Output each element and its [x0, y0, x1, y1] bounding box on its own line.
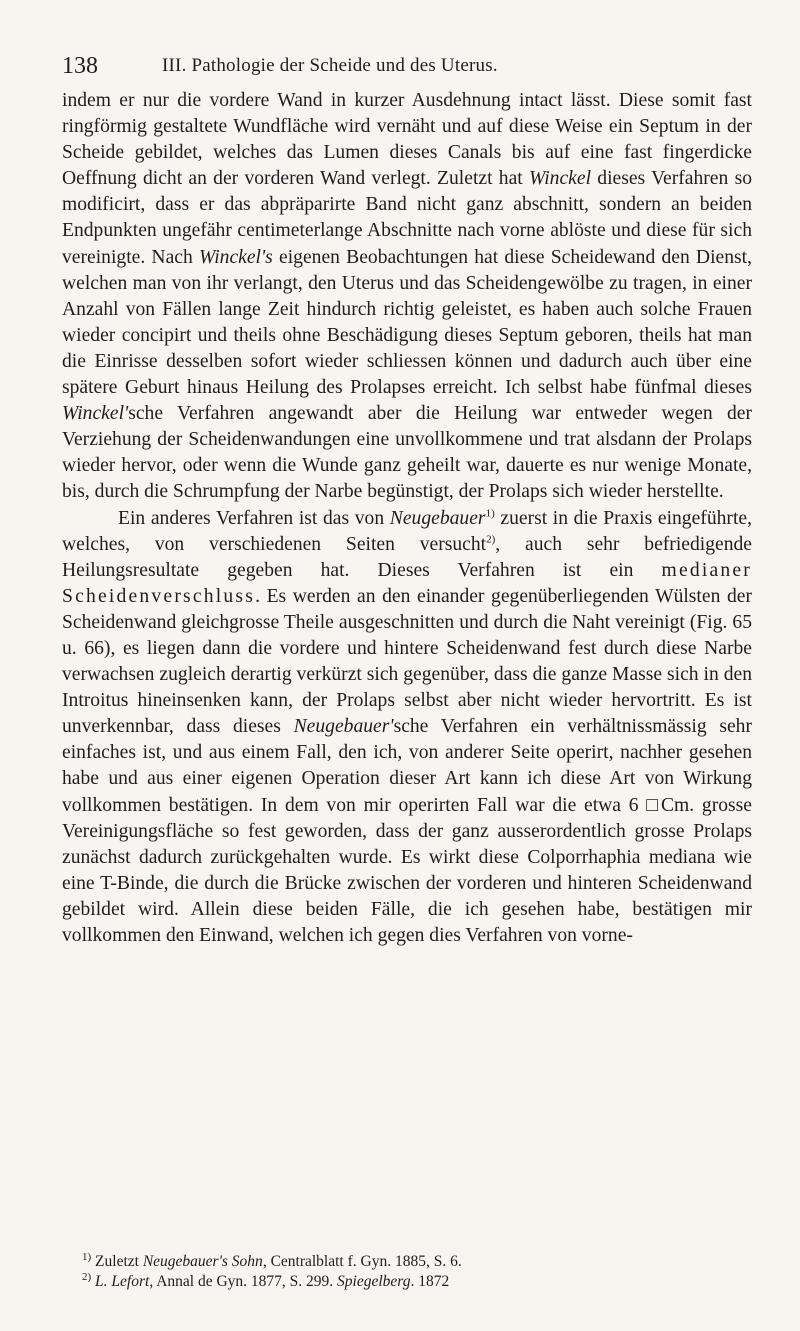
text-run: medianer Scheidenverschluss — [62, 559, 752, 607]
italic-name: L. Lefort — [95, 1273, 150, 1290]
italic-name: Winckel's — [198, 246, 273, 268]
footnote — [62, 1272, 752, 1292]
body-text — [62, 88, 752, 949]
italic-name: Neugebauer — [389, 507, 486, 529]
text-run: Zuletzt — [91, 1253, 143, 1270]
running-title: III. Pathologie der Scheide und des Uterus. — [162, 55, 498, 76]
italic-name: Spiegelberg — [337, 1273, 411, 1290]
text-run: sche Verfahren angewandt aber die Heilung war entweder wegen der Verziehung der Scheidenwandungen eine unvollkommene und trat alsdann der Prolaps wieder hervor, oder wenn die Wunde ganz geheilt war, dauerte es nur wenige Monate, bis, durch die Schrumpfung der Narbe begünstigt, der Prolaps sich wieder herstellte. — [62, 403, 752, 503]
footnote — [62, 1252, 752, 1272]
text-run: , Annal de Gyn. 1877, S. 299. — [149, 1273, 338, 1290]
text-run: sche Verfahren ein verhältnissmässig sehr einfaches ist, und aus einem Fall, den ich, von anderer Seite operirt, nachher gesehen habe und aus einer eigenen Operation dieser Art kann ich diese Art von Wirkung vollkommen bestätigen. In dem von mir operirten Fall war die etwa 6 □Cm. grosse Vereinigungsfläche so fest geworden, dass der ganz ausserordentlich grosse Prolaps zunächst dadurch zurückgehalten wurde. Es wirkt diese Colporrhaphia mediana wie eine T-Binde, die durch die Brücke zwischen der vorderen und hinteren Scheidenwand gebildet wird. Allein diese beiden Fälle, die ich gesehen habe, bestätigen mir vollkommen den Einwand, welchen ich gegen dies Verfahren von vorne- — [62, 716, 752, 946]
running-header — [62, 50, 752, 82]
paragraph — [62, 88, 752, 506]
footnote-marker: 2) — [82, 1270, 92, 1283]
paragraph — [62, 506, 752, 950]
footnote-marker: 1) — [82, 1250, 92, 1263]
footnotes — [62, 1252, 752, 1292]
footnote-marker: 1) — [485, 506, 495, 519]
text-run: . 1872 — [410, 1273, 450, 1290]
page-number: 138 — [62, 53, 98, 79]
text-run: eigenen Beobachtungen hat diese Scheidewand den Dienst, welchen man von ihr verlangt, den Uterus und das Scheidengewölbe zu tragen, in einer Anzahl von Fällen lange Zeit hindurch richtig geleistet, es haben auch solche Frauen wieder concipirt und theils ohne Beschädigung dieses Septum geboren, theils hat man die Einrisse desselben sofort wieder schliessen können und dadurch auch über eine spätere Geburt hinaus Heilung des Prolapses erreicht. Ich selbst habe fünfmal dieses — [62, 246, 752, 399]
italic-name: Winckel — [529, 168, 592, 190]
italic-name: Winckel' — [62, 403, 129, 425]
text-run: dieses Verfahren so modificirt, dass er das abpräparirte Band nicht ganz abschnitt, sondern an beiden Endpunkten ungefähr centimeterlange Abschnitte nach vorne ablöste und diese für sich vereinigte. Nach — [62, 168, 752, 268]
italic-name: Neugebauer' — [293, 716, 394, 738]
text-run: , auch sehr befriedigende Heilungsresultate gegeben hat. Dieses Verfahren ist ein — [62, 533, 752, 581]
text-run: zuerst in die Praxis eingeführte, welches, von verschiedenen Seiten versucht — [62, 507, 752, 555]
italic-name: Neugebauer's Sohn — [142, 1253, 263, 1270]
text-run: indem er nur die vordere Wand in kurzer Ausdehnung intact lässt. Diese somit fast ringförmig gestaltete Wundfläche wird vernäht und auf diese Weise ein Septum in der Scheide gebildet, welches das Lumen dieses Canals bis auf eine fast fingerdicke Oeffnung dicht an der vorderen Wand verlegt. Zuletzt hat — [62, 90, 752, 190]
footnote-marker: 2) — [486, 533, 496, 546]
text-run: . Es werden an den einander gegenüberliegenden Wülsten der Scheidenwand gleichgrosse Theile ausgeschnitten und durch die Naht vereinigt (Fig. 65 u. 66), es liegen dann die vordere und hintere Scheidenwand fest durch diese Narbe verwachsen zugleich derartig verkürzt sich gegenüber, dass die ganze Masse sich in den Introitus hineinsenken kann, der Prolaps selbst aber nicht wieder hervortritt. Es ist unverkennbar, dass dieses — [62, 585, 752, 738]
text-run: , Centralblatt f. Gyn. 1885, S. 6. — [262, 1253, 462, 1270]
text-run: Ein anderes Verfahren ist das von — [118, 507, 390, 529]
